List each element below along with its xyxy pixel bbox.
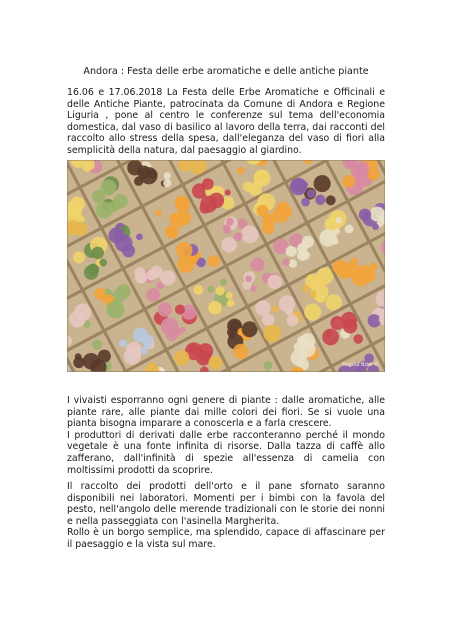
vivaisti-paragraph: I vivaisti esporranno ogni genere di piante : dalle aromatiche, alle piante rare, alle piante dai mille colori dei fiori. Se si vuole una pianta bisogna imparare a conoscerla e a farla crescere.	[67, 395, 385, 430]
produttori-paragraph: I produttori di derivati dalle erbe racconteranno perché il mondo vegetale è una fonte infinita di risorse. Dalla tazza di caffè allo zafferano, dall'infinità di spezie all'essenza di camelia con moltissimi prodotti da scoprire.	[67, 429, 385, 476]
photo-credit: Angela Bizzi ©	[342, 362, 379, 368]
flower-box-photo	[67, 160, 385, 372]
document-title: Andora : Festa delle erbe aromatiche e delle antiche piante	[83, 66, 369, 77]
body-text	[67, 395, 385, 476]
raccolto-paragraph: Il raccolto dei prodotti dell'orto e il pane sfornato saranno disponibili nei laboratori. Momenti per i bimbi con la favola del pesto, nell'angolo delle merende tradizionali con le storie dei nonni e nella passeggiata con l'asinella Margherita.	[67, 481, 385, 527]
borgo-paragraph: Rollo è un borgo semplice, ma splendido, capace di affascinare per il paesaggio e la vista sul mare.	[67, 527, 385, 550]
dried-flowers-image	[67, 160, 385, 372]
closing-text	[67, 481, 385, 551]
intro-paragraph: 16.06 e 17.06.2018 La Festa delle Erbe Aromatiche e Officinali e delle Antiche Piante, patrocinata da Comune di Andora e Regione Liguria , pone al centro le conferenze sul tema dell'economia domestica, dal vaso di basilico al lavoro della terra, dai racconti del raccolto allo stress della spesa, dall'eleganza del vaso di fiori alla semplicità della natura, dal paesaggio al giardino.	[67, 87, 385, 156]
